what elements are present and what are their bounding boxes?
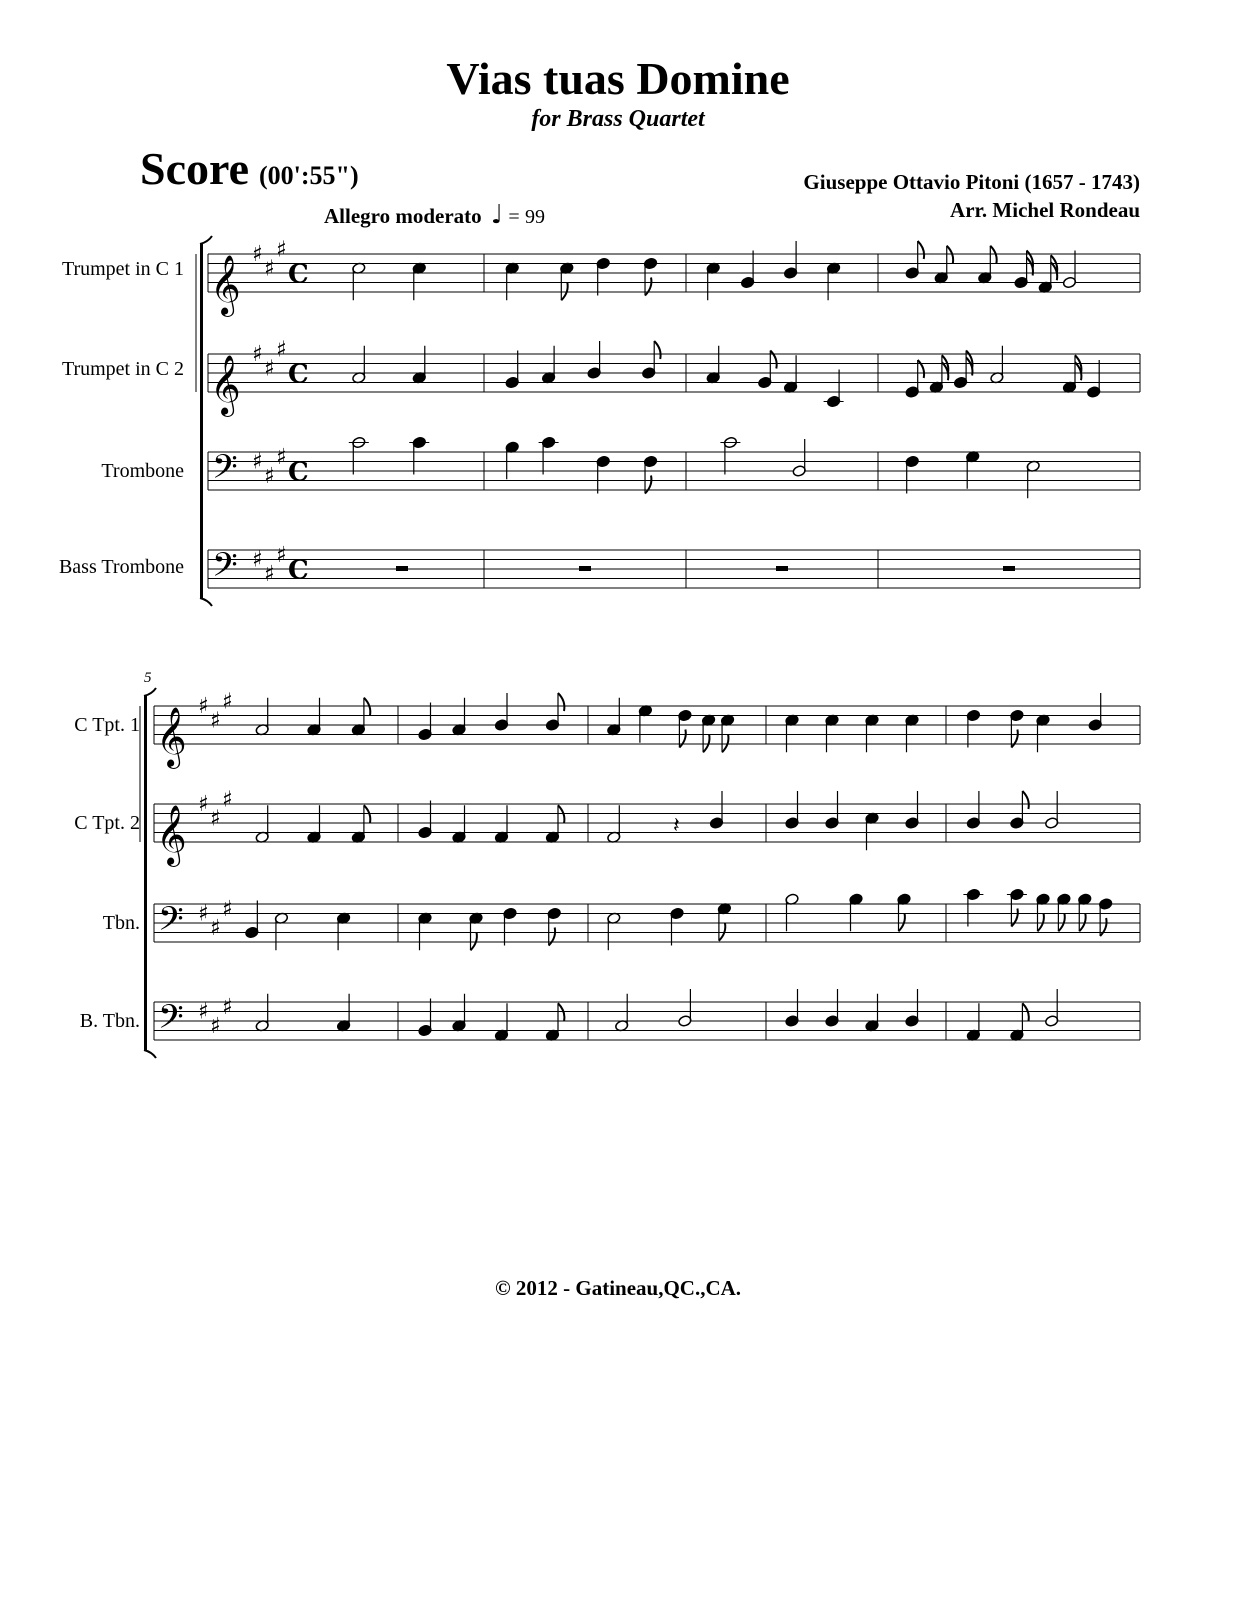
bass-clef-icon: 𝄢 bbox=[212, 546, 238, 593]
whole-rest bbox=[1003, 566, 1015, 571]
bracket-bottom-hook bbox=[200, 598, 212, 606]
sharp-icon: ♯ bbox=[276, 337, 287, 363]
arranger-credit: Arr. Michel Rondeau bbox=[950, 198, 1140, 222]
duration-label: (00':55") bbox=[259, 161, 359, 190]
note-flag bbox=[947, 246, 953, 264]
bass-clef-icon: 𝄢 bbox=[158, 998, 184, 1045]
bracket bbox=[200, 244, 203, 598]
sharp-icon: ♯ bbox=[198, 694, 209, 719]
sharp-icon: ♯ bbox=[198, 901, 209, 927]
time-signature: C bbox=[288, 457, 309, 488]
sharp-icon: ♯ bbox=[198, 999, 209, 1025]
staff-label-tbn: Tbn. bbox=[102, 912, 140, 934]
note-flag bbox=[549, 928, 555, 946]
sharp-icon: ♯ bbox=[264, 256, 275, 282]
piece-title: Vias tuas Domine bbox=[446, 53, 790, 104]
time-signature: C bbox=[288, 359, 309, 390]
sharp-icon: ♯ bbox=[210, 708, 221, 734]
notation-layer bbox=[140, 236, 1140, 1058]
treble-clef-icon: 𝄞 bbox=[210, 255, 241, 315]
whole-rest bbox=[776, 566, 788, 571]
note-flag bbox=[558, 693, 564, 711]
staff-label-c-tpt-2: C Tpt. 2 bbox=[74, 812, 140, 834]
tempo-bpm: 99 bbox=[524, 206, 545, 228]
note-flag bbox=[364, 698, 370, 716]
note-flag bbox=[1022, 1003, 1028, 1021]
measure-number: 5 bbox=[144, 670, 152, 686]
staff-label-trombone: Trombone bbox=[101, 460, 184, 482]
sharp-icon: ♯ bbox=[198, 792, 209, 817]
staff-label-trumpet-2: Trumpet in C 2 bbox=[61, 358, 184, 380]
sharp-icon: ♯ bbox=[264, 463, 275, 489]
time-signature: C bbox=[288, 555, 309, 586]
note-flag bbox=[1058, 913, 1064, 931]
note-flag bbox=[471, 932, 477, 950]
note-flag bbox=[918, 241, 924, 259]
sharp-icon: ♯ bbox=[276, 237, 287, 263]
note-flag bbox=[703, 734, 709, 752]
note-flag bbox=[645, 278, 651, 296]
staff-label-c-tpt-1: C Tpt. 1 bbox=[74, 714, 140, 736]
note-flag bbox=[645, 476, 651, 494]
whole-rest bbox=[396, 566, 408, 571]
sharp-icon: ♯ bbox=[264, 561, 275, 587]
note-flag bbox=[1038, 913, 1044, 931]
note-flag bbox=[899, 913, 905, 931]
sharp-icon: ♯ bbox=[222, 994, 233, 1020]
sharp-icon: ♯ bbox=[252, 242, 263, 267]
note-flag bbox=[990, 246, 996, 264]
bracket-top-hook bbox=[200, 236, 212, 244]
treble-clef-icon: 𝄞 bbox=[156, 805, 187, 865]
sharp-icon: ♯ bbox=[276, 444, 287, 470]
note-flag bbox=[770, 351, 776, 369]
note-flag bbox=[654, 341, 660, 359]
sharp-icon: ♯ bbox=[252, 449, 263, 475]
bracket-bottom-hook bbox=[144, 1050, 156, 1058]
note-flag bbox=[679, 730, 685, 748]
sharp-icon: ♯ bbox=[264, 356, 275, 382]
sharp-icon: ♯ bbox=[222, 896, 233, 922]
bracket-top-hook bbox=[144, 688, 156, 696]
staff-label-trumpet-1: Trumpet in C 1 bbox=[61, 258, 184, 280]
treble-clef-icon: 𝄞 bbox=[156, 707, 187, 767]
staff-label-b-tbn: B. Tbn. bbox=[79, 1010, 140, 1032]
note-flag bbox=[719, 923, 725, 941]
note-flag bbox=[558, 1003, 564, 1021]
copyright-notice: © 2012 - Gatineau,QC.,CA. bbox=[494, 1276, 742, 1300]
time-signature: C bbox=[288, 259, 309, 290]
note-flag bbox=[1079, 913, 1085, 931]
note-flag bbox=[561, 282, 567, 300]
note-flag bbox=[1011, 730, 1017, 748]
bracket bbox=[144, 696, 147, 1050]
sharp-icon: ♯ bbox=[222, 787, 233, 813]
score-label: Score bbox=[140, 143, 250, 194]
bass-clef-icon: 𝄢 bbox=[158, 900, 184, 947]
note-flag bbox=[558, 805, 564, 823]
sharp-icon: ♯ bbox=[210, 915, 221, 941]
piece-subtitle: for Brass Quartet bbox=[531, 106, 705, 132]
tempo-text: Allegro moderato bbox=[324, 204, 482, 228]
note-flag bbox=[1100, 918, 1106, 936]
bass-clef-icon: 𝄢 bbox=[212, 448, 238, 495]
sharp-icon: ♯ bbox=[252, 342, 263, 367]
sharp-icon: ♯ bbox=[252, 547, 263, 573]
note-flag bbox=[1022, 791, 1028, 809]
sharp-icon: ♯ bbox=[210, 806, 221, 832]
whole-rest bbox=[579, 566, 591, 571]
note-flag bbox=[1011, 909, 1017, 927]
treble-clef-icon: 𝄞 bbox=[210, 355, 241, 415]
quarter-note-icon: ♩ bbox=[490, 200, 504, 230]
sharp-icon: ♯ bbox=[222, 689, 233, 715]
sharp-icon: ♯ bbox=[210, 1013, 221, 1039]
note-flag bbox=[364, 805, 370, 823]
tempo-equals: = bbox=[508, 206, 520, 228]
quarter-rest-icon: 𝄽 bbox=[673, 813, 680, 839]
note-flag bbox=[722, 734, 728, 752]
sharp-icon: ♯ bbox=[276, 542, 287, 568]
composer-credit: Giuseppe Ottavio Pitoni (1657 - 1743) bbox=[803, 170, 1140, 194]
staff-label-bass-trombone: Bass Trombone bbox=[58, 556, 184, 578]
note-flag bbox=[918, 360, 924, 378]
